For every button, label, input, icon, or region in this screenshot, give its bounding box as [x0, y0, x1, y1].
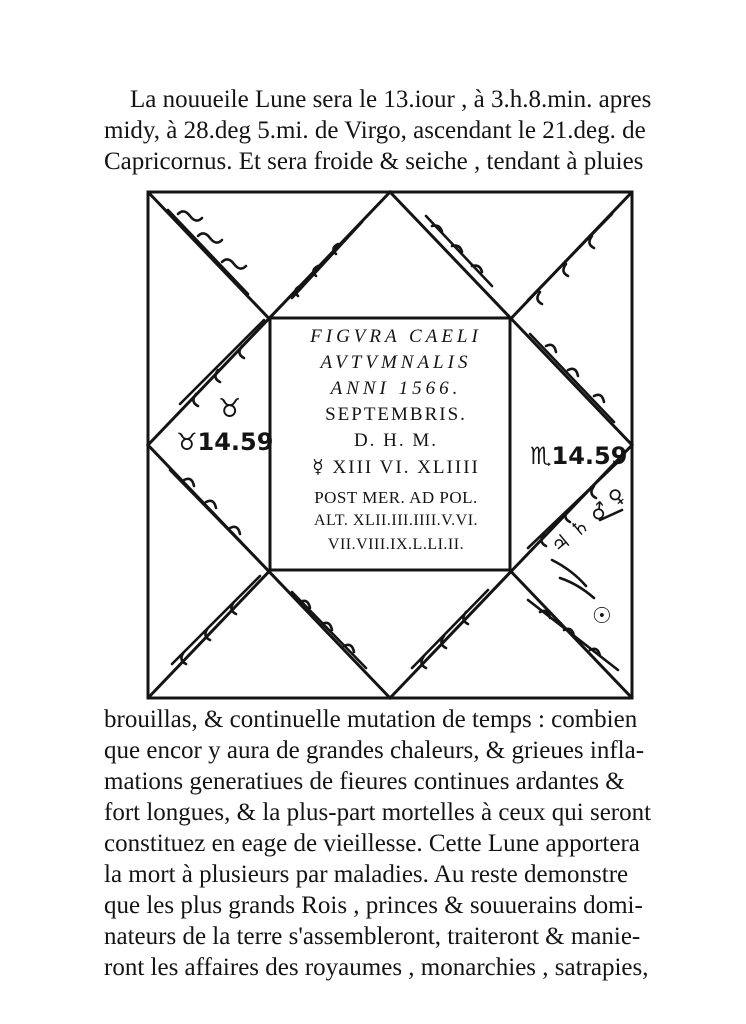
cusp-mark — [426, 216, 492, 286]
chart-note-line-2: ALT. XLII.III.IIII.V.VI. — [313, 512, 479, 529]
chart-note-line-3: VII.VIII.IX.L.LI.II. — [327, 536, 465, 553]
text-line: nateurs de la terre s'assembleront, traiteront & manie- — [104, 923, 641, 950]
right-scorpio-degree: ♏14.59 — [530, 442, 628, 470]
cusp-mark — [168, 210, 248, 294]
text-line: La nouueile Lune sera le 13.iour , à 3.h.8.min. apres — [130, 86, 652, 113]
chart-month: SEPTEMBRIS. — [325, 404, 467, 425]
text-line: ront les affaires des royaumes , monarchies , satrapies, — [104, 954, 649, 981]
body-paragraph — [104, 704, 678, 983]
text-line: fort longues, & la plus-part mortelles à ceux qui seront — [104, 799, 652, 826]
text-line: brouillas, & continuelle mutation de temps : combien — [104, 706, 638, 733]
taurus-icon: ♉ — [218, 394, 242, 424]
left-ascendant-degree: ♉14.59 — [176, 428, 274, 456]
cusp-mark — [292, 222, 362, 298]
chart-time-values: ☿ XIII VI. XLIIII — [312, 457, 480, 478]
cusp-mark — [292, 592, 366, 668]
chart-title-line-1: FIGVRA CAELI — [310, 326, 482, 347]
sun-icon: ☉ — [592, 604, 612, 629]
chart-units-header: D. H. M. — [353, 430, 439, 451]
cusp-mark — [412, 590, 488, 668]
chart-note-line-1: POST MER. AD POL. — [314, 488, 478, 507]
chart-title-line-2: AVTVMNALIS — [320, 352, 472, 373]
chart-title-line-3: ANNI 1566. — [330, 378, 462, 399]
text-line: constituez en eage de vieillesse. Cette Lune apportera — [104, 830, 640, 857]
cusp-mark — [170, 470, 256, 558]
planet-cluster: ♃ ♄ ♂ ♀ — [546, 482, 630, 559]
text-line: midy, à 28.deg 5.mi. de Virgo, ascendant le 21.deg. de — [104, 117, 646, 144]
text-line: que encor y aura de grandes chaleurs, & grieues infla- — [104, 737, 645, 764]
text-line: que les plus grands Rois , princes & souuerains domi- — [104, 892, 643, 919]
text-line: Capricornus. Et sera froide & seiche , tendant à pluies — [104, 148, 644, 175]
text-line: mations generatiues de fieures continues ardantes & — [104, 768, 625, 795]
cusp-mark — [172, 576, 260, 664]
cusp-mark — [528, 214, 612, 304]
text-line: la mort à plusieurs par maladies. Au reste demonstre — [104, 861, 629, 888]
cusp-mark — [530, 334, 614, 422]
